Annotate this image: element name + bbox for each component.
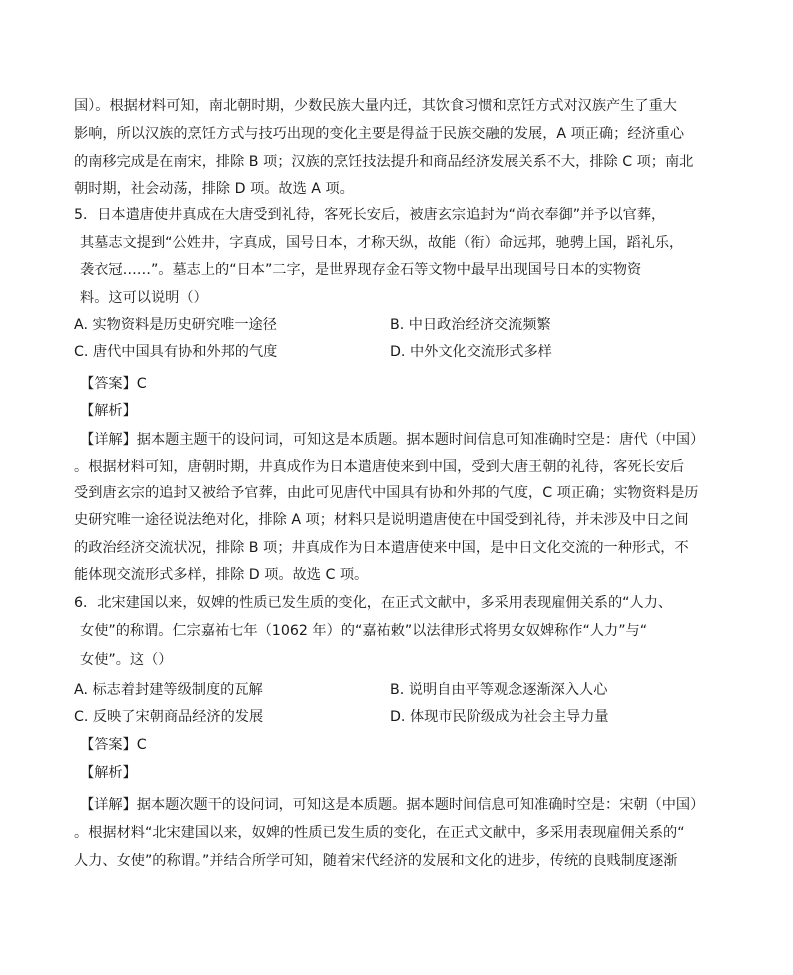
question-6-option-a: A. 标志着封建等级制度的瓦解 — [74, 682, 263, 698]
question-5-option-c: C. 唐代中国具有协和外邦的气度 — [74, 344, 278, 360]
question-5-analysis-label: 【解析】 — [80, 403, 137, 419]
question-6-detail: 【详解】据本题次题干的设问词，可知这是本质题。据本题时间信息可知准确时空是：宋朝（中国） — [80, 797, 705, 813]
question-5-detail: 。根据材料可知，唐朝时期，井真成作为日本遣唐使来到中国，受到大唐王朝的礼待，客死长安后 — [74, 459, 685, 475]
question-5-option-b: B. 中日政治经济交流频繁 — [390, 317, 551, 333]
question-5-option-a: A. 实物资料是历史研究唯一途径 — [74, 317, 277, 333]
question-6-analysis-label: 【解析】 — [80, 765, 137, 781]
question-5-detail: 受到唐玄宗的追封又被给予官葬，由此可见唐代中国具有协和外邦的气度，C 项正确；实物资料是历 — [74, 485, 699, 501]
question-5-stem: 5．日本遣唐使井真成在大唐受到礼待，客死长安后，被唐玄宗追封为“尚衣奉御”并予以官葬， — [74, 207, 666, 223]
question-5-answer: 【答案】C — [80, 376, 147, 392]
question-5-stem: 袭衣冠……”。墓志上的“日本”二字，是世界现存金石等文物中最早出现国号日本的实物资 — [80, 262, 642, 278]
question-6-stem: 女使”。这（） — [80, 652, 173, 668]
question-6-option-d: D. 体现市民阶级成为社会主导力量 — [390, 709, 609, 725]
question-6-answer: 【答案】C — [80, 737, 147, 753]
question-5-detail: 的政治经济交流状况，排除 B 项；井真成作为日本遣唐使来中国，是中日文化交流的一种形式，不 — [74, 540, 689, 556]
question-5-detail: 【详解】据本题主题干的设问词，可知这是本质题。据本题时间信息可知准确时空是：唐代（中国） — [80, 432, 705, 448]
question-5-detail: 史研究唯一途径说法绝对化，排除 A 项；材料只是说明遣唐使在中国受到礼待，并未涉及中日之间 — [74, 512, 689, 528]
question-5-option-d: D. 中外文化交流形式多样 — [390, 344, 552, 360]
question-6-option-c: C. 反映了宋朝商品经济的发展 — [74, 709, 264, 725]
question-6-option-b: B. 说明自由平等观念逐渐深入人心 — [390, 682, 608, 698]
question-5-stem: 料。这可以说明（） — [80, 290, 208, 306]
question-6-stem: 女使”的称谓。仁宗嘉祐七年（1062 年）的“嘉祐敕”以法律形式将男女奴婢称作“人力”与“ — [80, 623, 648, 639]
text-line: 朝时期，社会动荡，排除 D 项。故选 A 项。 — [74, 181, 354, 197]
question-5-stem: 其墓志文提到“公姓井，字真成，国号日本，才称天纵，故能（衔）命远邦，驰骋上国，蹈礼乐， — [80, 235, 684, 251]
text-line: 国）。根据材料可知，南北朝时期，少数民族大量内迁，其饮食习惯和烹饪方式对汉族产生了重大 — [74, 98, 677, 114]
question-6-detail: 。根据材料“北宋建国以来，奴婢的性质已发生质的变化，在正式文献中，多采用表现雇佣关系的“ — [74, 825, 685, 841]
question-5-detail: 能体现交流形式多样，排除 D 项。故选 C 项。 — [74, 567, 369, 583]
text-line: 的南移完成是在南宋，排除 B 项；汉族的烹饪技法提升和商品经济发展关系不大，排除 C 项；南北 — [74, 154, 694, 170]
question-6-stem: 6．北宋建国以来，奴婢的性质已发生质的变化，在正式文献中，多采用表现雇佣关系的“人力、 — [74, 595, 673, 611]
text-line: 影响，所以汉族的烹饪方式与技巧出现的变化主要是得益于民族交融的发展，A 项正确；经济重心 — [74, 126, 685, 142]
question-6-detail: 人力、女使”的称谓。”并结合所学可知，随着宋代经济的发展和文化的进步，传统的良贱制度逐渐 — [74, 853, 678, 869]
